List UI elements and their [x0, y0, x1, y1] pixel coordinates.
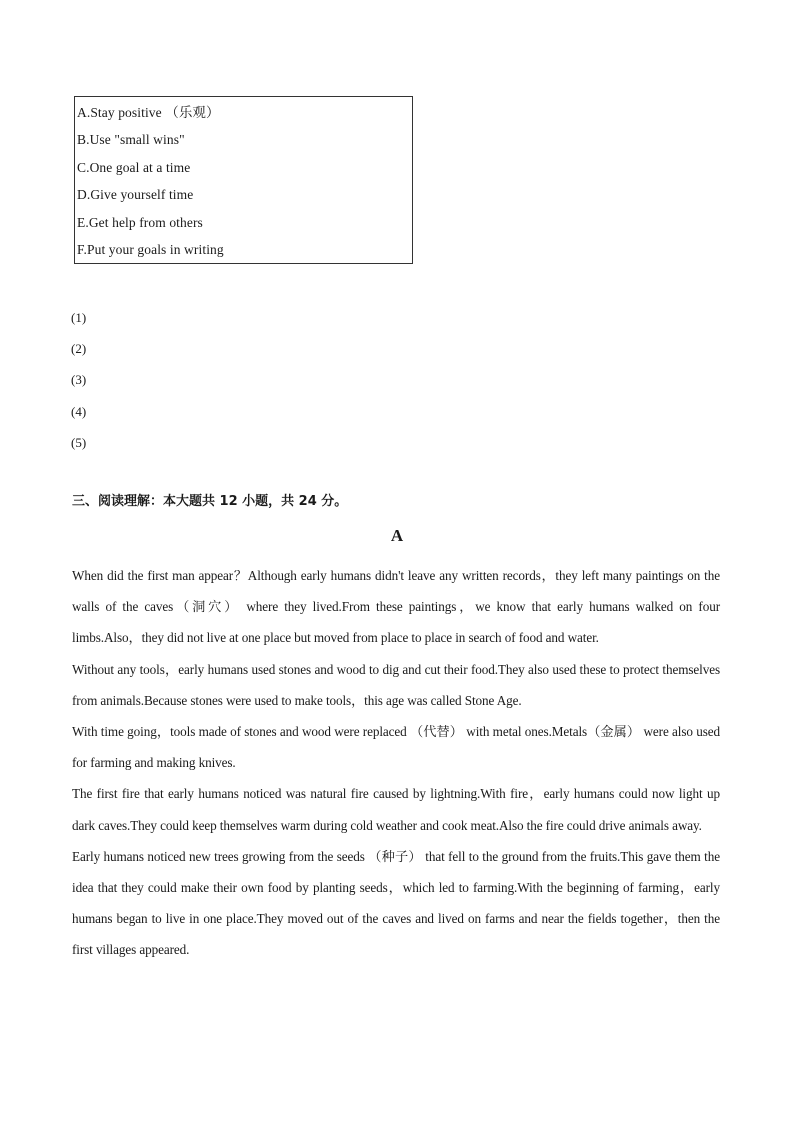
option-b: B.Use "small wins" [77, 132, 185, 148]
answer-blank-5: (5) [71, 434, 87, 450]
option-d: D.Give yourself time [77, 187, 194, 203]
options-box [74, 96, 413, 264]
reading-passage [72, 560, 720, 966]
answer-blank-4: (4) [71, 403, 87, 419]
option-a: A.Stay positive （乐观） [77, 105, 220, 120]
paragraph-3: With time going，tools made of stones and wood were replaced （代替） with metal ones.Metals（金属） were also used for farming and making knives. [72, 724, 720, 771]
paragraph-1: When did the first man appear？Although early humans didn't leave any written records，they left many paintings on the walls of the caves（洞穴） where they lived.From these paintings，we know that early humans walked on four limbs.Also，they did not live at one place but moved from place to place in search of food and water. [72, 568, 720, 646]
paragraph-4: The first fire that early humans noticed was natural fire caused by lightning.With fire，early humans could now light up dark caves.They could keep themselves warm during cold weather and cook meat.Also the fire could drive animals away. [72, 786, 720, 833]
answer-blank-2: (2) [71, 341, 87, 357]
answer-list [71, 302, 86, 458]
answer-blank-1: (1) [71, 310, 87, 325]
passage-title: A [390, 526, 404, 545]
answer-blank-3: (3) [71, 372, 87, 388]
section-heading: 三、阅读理解：本大题共 12 小题，共 24 分。 [72, 494, 348, 509]
option-f: F.Put your goals in writing [77, 242, 224, 258]
option-e: E.Get help from others [77, 214, 203, 230]
paragraph-2: Without any tools，early humans used stones and wood to dig and cut their food.They also used these to protect themselves from animals.Because stones were used to make tools，this age was called Stone Age. [72, 661, 720, 708]
option-c: C.One goal at a time [77, 159, 191, 175]
paragraph-5: Early humans noticed new trees growing from the seeds （种子） that fell to the ground from the fruits.This gave them the idea that they could make their own food by planting seeds，which led to farming.With the beginning of farming，early humans began to live in one place.They moved out of the caves and lived on farms and near the fields together，then the first villages appeared. [72, 848, 720, 958]
